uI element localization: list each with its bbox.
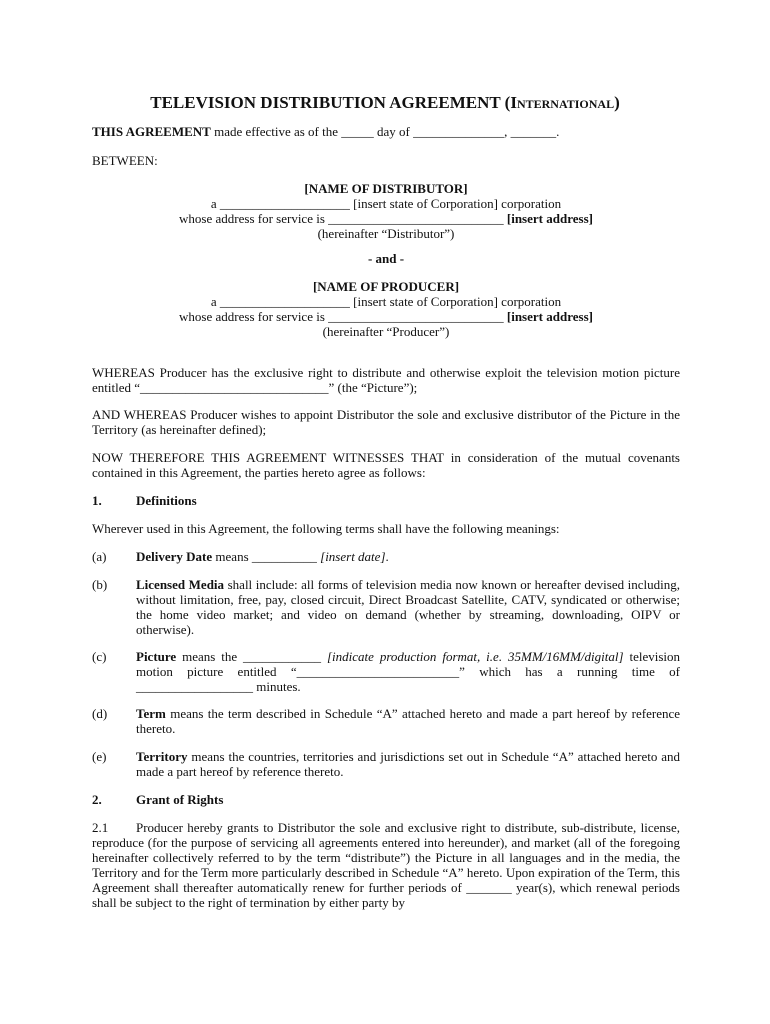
- clause-2-1-number: 2.1: [92, 820, 109, 835]
- definition-a-italic: [insert date]: [320, 549, 386, 564]
- producer-address-placeholder: [insert address]: [506, 309, 593, 324]
- definition-c-italic: [indicate production format, i.e. 35MM/16MM/digital]: [326, 649, 624, 664]
- and-separator: - and -: [367, 251, 405, 266]
- definition-e-term: Territory: [136, 749, 188, 764]
- definition-b: [136, 577, 680, 637]
- producer-line2: [92, 309, 680, 324]
- intro-text: made effective as of the _____ day of ______________, _______.: [210, 124, 560, 139]
- distributor-line3: (hereinafter “Distributor”): [317, 226, 455, 241]
- producer-line3: (hereinafter “Producer”): [322, 324, 450, 339]
- distributor-name: [NAME OF DISTRIBUTOR]: [304, 181, 468, 196]
- clause-2-1-text: Producer hereby grants to Distributor the sole and exclusive right to distribute, sub-distribute, license, reproduce (for the purpose of servicing all agreements entered into hereunder), and market (all of the foregoing hereinafter collectively referred to by the term “distribute”) the Picture in all languages and in the media, the Territory and for the Term more particularly described in Schedule “A” hereto. Upon expiration of the Term, this Agreement shall thereafter automatically renew for further periods of _______ year(s), which renewal periods shall be subject to the right of termination by either party by: [92, 820, 680, 910]
- producer-name: [NAME OF PRODUCER]: [312, 279, 460, 294]
- intro-line: [92, 124, 680, 139]
- definition-b-label: (b): [92, 577, 108, 592]
- section-1-number: 1.: [92, 493, 102, 508]
- distributor-line2: [92, 211, 680, 226]
- section-1-heading: Definitions: [136, 493, 197, 508]
- distributor-line1: a ____________________ [insert state of Corporation] corporation: [210, 196, 562, 211]
- recital-now-therefore: NOW THEREFORE THIS AGREEMENT WITNESSES THAT in consideration of the mutual covenants contained in this Agreement, the parties hereto agree as follows:: [92, 450, 680, 480]
- definition-e-text: means the countries, territories and jurisdictions set out in Schedule “A” attached hereto and made a part hereof by reference thereto.: [136, 749, 680, 779]
- definition-e: [136, 749, 680, 779]
- clause-2-1: [92, 820, 680, 910]
- section-2-heading: Grant of Rights: [136, 792, 224, 807]
- definition-a-text: means __________: [212, 549, 321, 564]
- recital-whereas: WHEREAS Producer has the exclusive right to distribute and otherwise exploit the television motion picture entitled “_____________________________” (the “Picture”);: [92, 365, 680, 395]
- definition-b-term: Licensed Media: [136, 577, 225, 592]
- recital-and-whereas: AND WHEREAS Producer wishes to appoint Distributor the sole and exclusive distributor of the Picture in the Territory (as hereinafter defined);: [92, 407, 680, 437]
- definition-a-label: (a): [92, 549, 107, 564]
- distributor-address-placeholder: [insert address]: [506, 211, 593, 226]
- definition-c-text: means the ____________: [176, 649, 327, 664]
- title-close: ): [614, 93, 620, 112]
- title-international: International: [510, 93, 615, 112]
- section-1-intro: Wherever used in this Agreement, the following terms shall have the following meanings:: [92, 521, 560, 536]
- definition-d-text: means the term described in Schedule “A” attached hereto and made a part hereof by reference thereto.: [136, 706, 680, 736]
- distributor-block: [92, 181, 680, 241]
- producer-line1: a ____________________ [insert state of Corporation] corporation: [210, 294, 562, 309]
- definition-c-term: Picture: [136, 649, 177, 664]
- definition-d-term: Term: [136, 706, 166, 721]
- section-2-number: 2.: [92, 792, 102, 807]
- between-label: BETWEEN:: [92, 153, 158, 168]
- intro-label: THIS AGREEMENT: [92, 124, 211, 139]
- definition-e-label: (e): [92, 749, 107, 764]
- definition-a: [136, 549, 680, 564]
- title-main: TELEVISION DISTRIBUTION AGREEMENT (: [150, 93, 511, 112]
- definition-a-tail: .: [385, 549, 389, 564]
- definition-d: [136, 706, 680, 736]
- document-title: [0, 93, 770, 113]
- definition-d-label: (d): [92, 706, 108, 721]
- definition-c-tail: television motion picture entitled “_________________________” which has a running time of __________________ minutes.: [136, 649, 681, 694]
- definition-a-term: Delivery Date: [136, 549, 213, 564]
- producer-block: [92, 279, 680, 339]
- definition-c-label: (c): [92, 649, 107, 664]
- definition-c: [136, 649, 680, 694]
- producer-address-prefix: whose address for service is ___________________________: [179, 309, 507, 324]
- distributor-address-prefix: whose address for service is ___________________________: [179, 211, 507, 226]
- definition-b-text: shall include: all forms of television media now known or hereafter devised including, without limitation, free, pay, closed circuit, Direct Broadcast Satellite, CATV, syndicated or otherwise; the home video market; and video on demand (whether by streaming, downloading, OIPV or otherwise).: [136, 577, 681, 637]
